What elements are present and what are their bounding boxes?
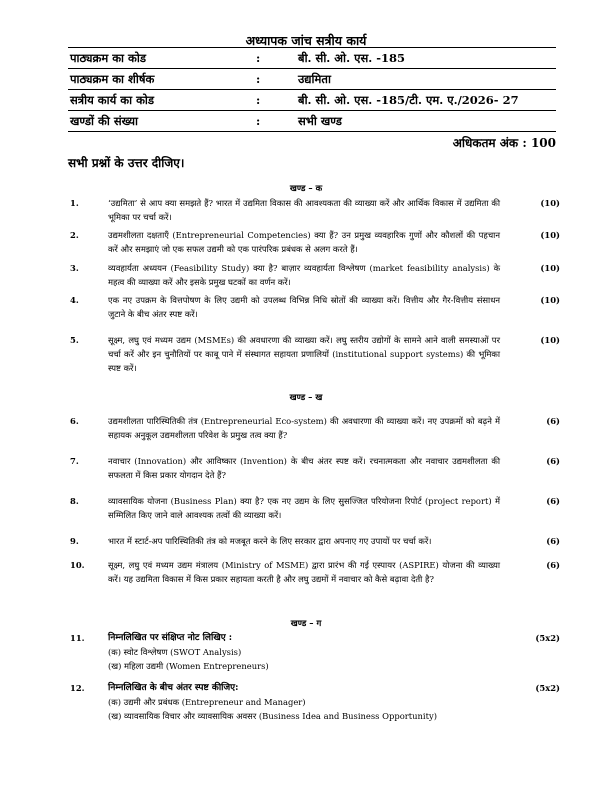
question-marks: (10) — [540, 230, 560, 240]
info-colon: : — [254, 111, 296, 132]
question-marks: (6) — [546, 416, 560, 426]
question-text: सूक्ष्म, लघु एवं मध्यम उद्यम (MSMEs) की अवधारणा की व्याख्या करें। लघु स्तरीय उद्योगों के सामने आने वाली समस्याओं पर चर्चा करें और इन चुनौतियों पर काबू पाने में संस्थागत सहायता प्रणालियों (institutional support systems) की भूमिका स्पष्ट करें। — [108, 335, 500, 373]
question-text: नवाचार (Innovation) और आविष्कार (Invention) के बीच अंतर स्पष्ट करें। रचनात्मकता और नवाचार उद्यमशीलता की सफलता में किस प्रकार योगदान देते हैं? — [108, 456, 500, 480]
sub-part-a: (क) उद्यमी और प्रबंधक (Entrepreneur and Manager) — [108, 697, 306, 707]
question-11 — [70, 631, 560, 673]
section-heading-c: खण्ड – ग — [290, 619, 322, 629]
question-number: 12. — [70, 683, 85, 693]
info-label: पाठ्यक्रम का कोड — [68, 48, 254, 69]
document-title: अध्यापक जांच सत्रीय कार्य — [245, 33, 367, 48]
sub-part-b: (ख) महिला उद्यमी (Women Entrepreneurs) — [108, 661, 269, 671]
question-8 — [70, 494, 560, 522]
question-number: 3. — [70, 263, 79, 273]
question-marks: (5x2) — [535, 683, 560, 693]
info-row-blocks — [68, 111, 556, 132]
question-body — [108, 631, 488, 673]
instruction: सभी प्रश्नों के उत्तर दीजिए। — [68, 156, 185, 170]
question-text: व्यावसायिक योजना (Business Plan) क्या है? एक नए उद्यम के लिए सुसज्जित परियोजना रिपोर्ट (project report) में सम्मिलित किए जाने वाले आवश्यक तत्वों की व्याख्या करें। — [108, 496, 500, 520]
question-number: 9. — [70, 536, 79, 546]
info-colon: : — [254, 69, 296, 90]
question-4 — [70, 293, 560, 321]
question-text: उद्यमशीलता दक्षताएँ (Entrepreneurial Competencies) क्या हैं? उन प्रमुख व्यवहारिक गुणों और कौशलों की पहचान करें और समझाएं जो एक सफल उद्यमी को एक पारंपरिक प्रबंधक से अलग करते हैं। — [108, 230, 500, 254]
question-text: निम्नलिखित के बीच अंतर स्पष्ट कीजिए: — [108, 683, 239, 693]
question-number: 5. — [70, 335, 79, 345]
info-label: पाठ्यक्रम का शीर्षक — [68, 69, 254, 90]
question-7 — [70, 454, 560, 482]
question-5 — [70, 333, 560, 375]
question-10 — [70, 558, 560, 586]
question-12 — [70, 681, 560, 723]
info-value: बी. सी. ओ. एस. -185/टी. एम. ए./2026- 27 — [296, 90, 556, 111]
info-row-assignment-code — [68, 90, 556, 111]
info-label: सत्रीय कार्य का कोड — [68, 90, 254, 111]
question-number: 7. — [70, 456, 79, 466]
question-2 — [70, 228, 560, 256]
question-marks: (6) — [546, 496, 560, 506]
question-text: एक नए उपक्रम के वित्तपोषण के लिए उद्यमी को उपलब्ध विभिन्न निधि स्रोतों की व्याख्या करें। वित्तीय और गैर-वित्तीय संसाधन जुटाने के बीच अंतर स्पष्ट करें। — [108, 295, 500, 319]
question-number: 2. — [70, 230, 79, 240]
question-9 — [70, 534, 560, 548]
question-number: 1. — [70, 198, 79, 208]
info-row-course-code — [68, 48, 556, 69]
question-6 — [70, 414, 560, 442]
info-value: उद्यमिता — [296, 69, 556, 90]
info-colon: : — [254, 48, 296, 69]
question-marks: (10) — [540, 295, 560, 305]
question-text: निम्नलिखित पर संक्षिप्त नोट लिखिए : — [108, 633, 233, 643]
question-text: भारत में स्टार्ट-अप पारिस्थितिकी तंत्र को मजबूत करने के लिए सरकार द्वारा अपनाए गए उपायों पर चर्चा करें। — [108, 536, 432, 546]
info-value: बी. सी. ओ. एस. -185 — [296, 48, 556, 69]
sub-part-a: (क) स्वोट विश्लेषण (SWOT Analysis) — [108, 647, 242, 657]
question-1 — [70, 196, 560, 224]
section-heading-b: खण्ड – ख — [289, 393, 323, 403]
question-marks: (6) — [546, 560, 560, 570]
question-number: 10. — [70, 560, 85, 570]
question-number: 6. — [70, 416, 79, 426]
question-number: 8. — [70, 496, 79, 506]
maximum-marks: अधिकतम अंक : 100 — [452, 136, 556, 150]
info-row-course-title — [68, 69, 556, 90]
question-marks: (6) — [546, 456, 560, 466]
question-text: ‘उद्यमिता’ से आप क्या समझते हैं? भारत में उद्यमिता विकास की आवश्यकता की व्याख्या करें और आर्थिक विकास में उद्यमिता की भूमिका पर चर्चा करें। — [108, 198, 500, 222]
section-heading-a: खण्ड – क — [289, 184, 323, 194]
info-label: खण्डों की संख्या — [68, 111, 254, 132]
course-info-table — [68, 47, 556, 132]
question-marks: (10) — [540, 335, 560, 345]
question-text: व्यवहार्यता अध्ययन (Feasibility Study) क्या है? बाज़ार व्यवहार्यता विश्लेषण (market feasibility analysis) के महत्व की व्याख्या करें और इसके प्रमुख घटकों का वर्णन करें। — [108, 263, 500, 287]
question-text: सूक्ष्म, लघु एवं मध्यम उद्यम मंत्रालय (Ministry of MSME) द्वारा प्रारंभ की गई एस्पायर (ASPIRE) योजना की व्याख्या करें। यह उद्यमिता विकास में किस प्रकार सहायता करती है और लघु उद्यमों में नवाचार को कैसे बढ़ावा देती है? — [108, 560, 500, 584]
question-marks: (5x2) — [535, 633, 560, 643]
info-value: सभी खण्ड — [296, 111, 556, 132]
question-3 — [70, 261, 560, 289]
info-colon: : — [254, 90, 296, 111]
sub-part-b: (ख) व्यावसायिक विचार और व्यावसायिक अवसर (Business Idea and Business Opportunity) — [108, 711, 437, 721]
question-number: 11. — [70, 633, 85, 643]
question-marks: (10) — [540, 198, 560, 208]
question-text: उद्यमशीलता पारिस्थितिकी तंत्र (Entrepreneurial Eco-system) की अवधारणा की व्याख्या करें। नए उपक्रमों को बढ़ने में सहायक अनुकूल उद्यमशीलता परिवेश के प्रमुख तत्व क्या हैं? — [108, 416, 500, 440]
question-marks: (10) — [540, 263, 560, 273]
question-marks: (6) — [546, 536, 560, 546]
question-number: 4. — [70, 295, 79, 305]
question-body — [108, 681, 488, 723]
